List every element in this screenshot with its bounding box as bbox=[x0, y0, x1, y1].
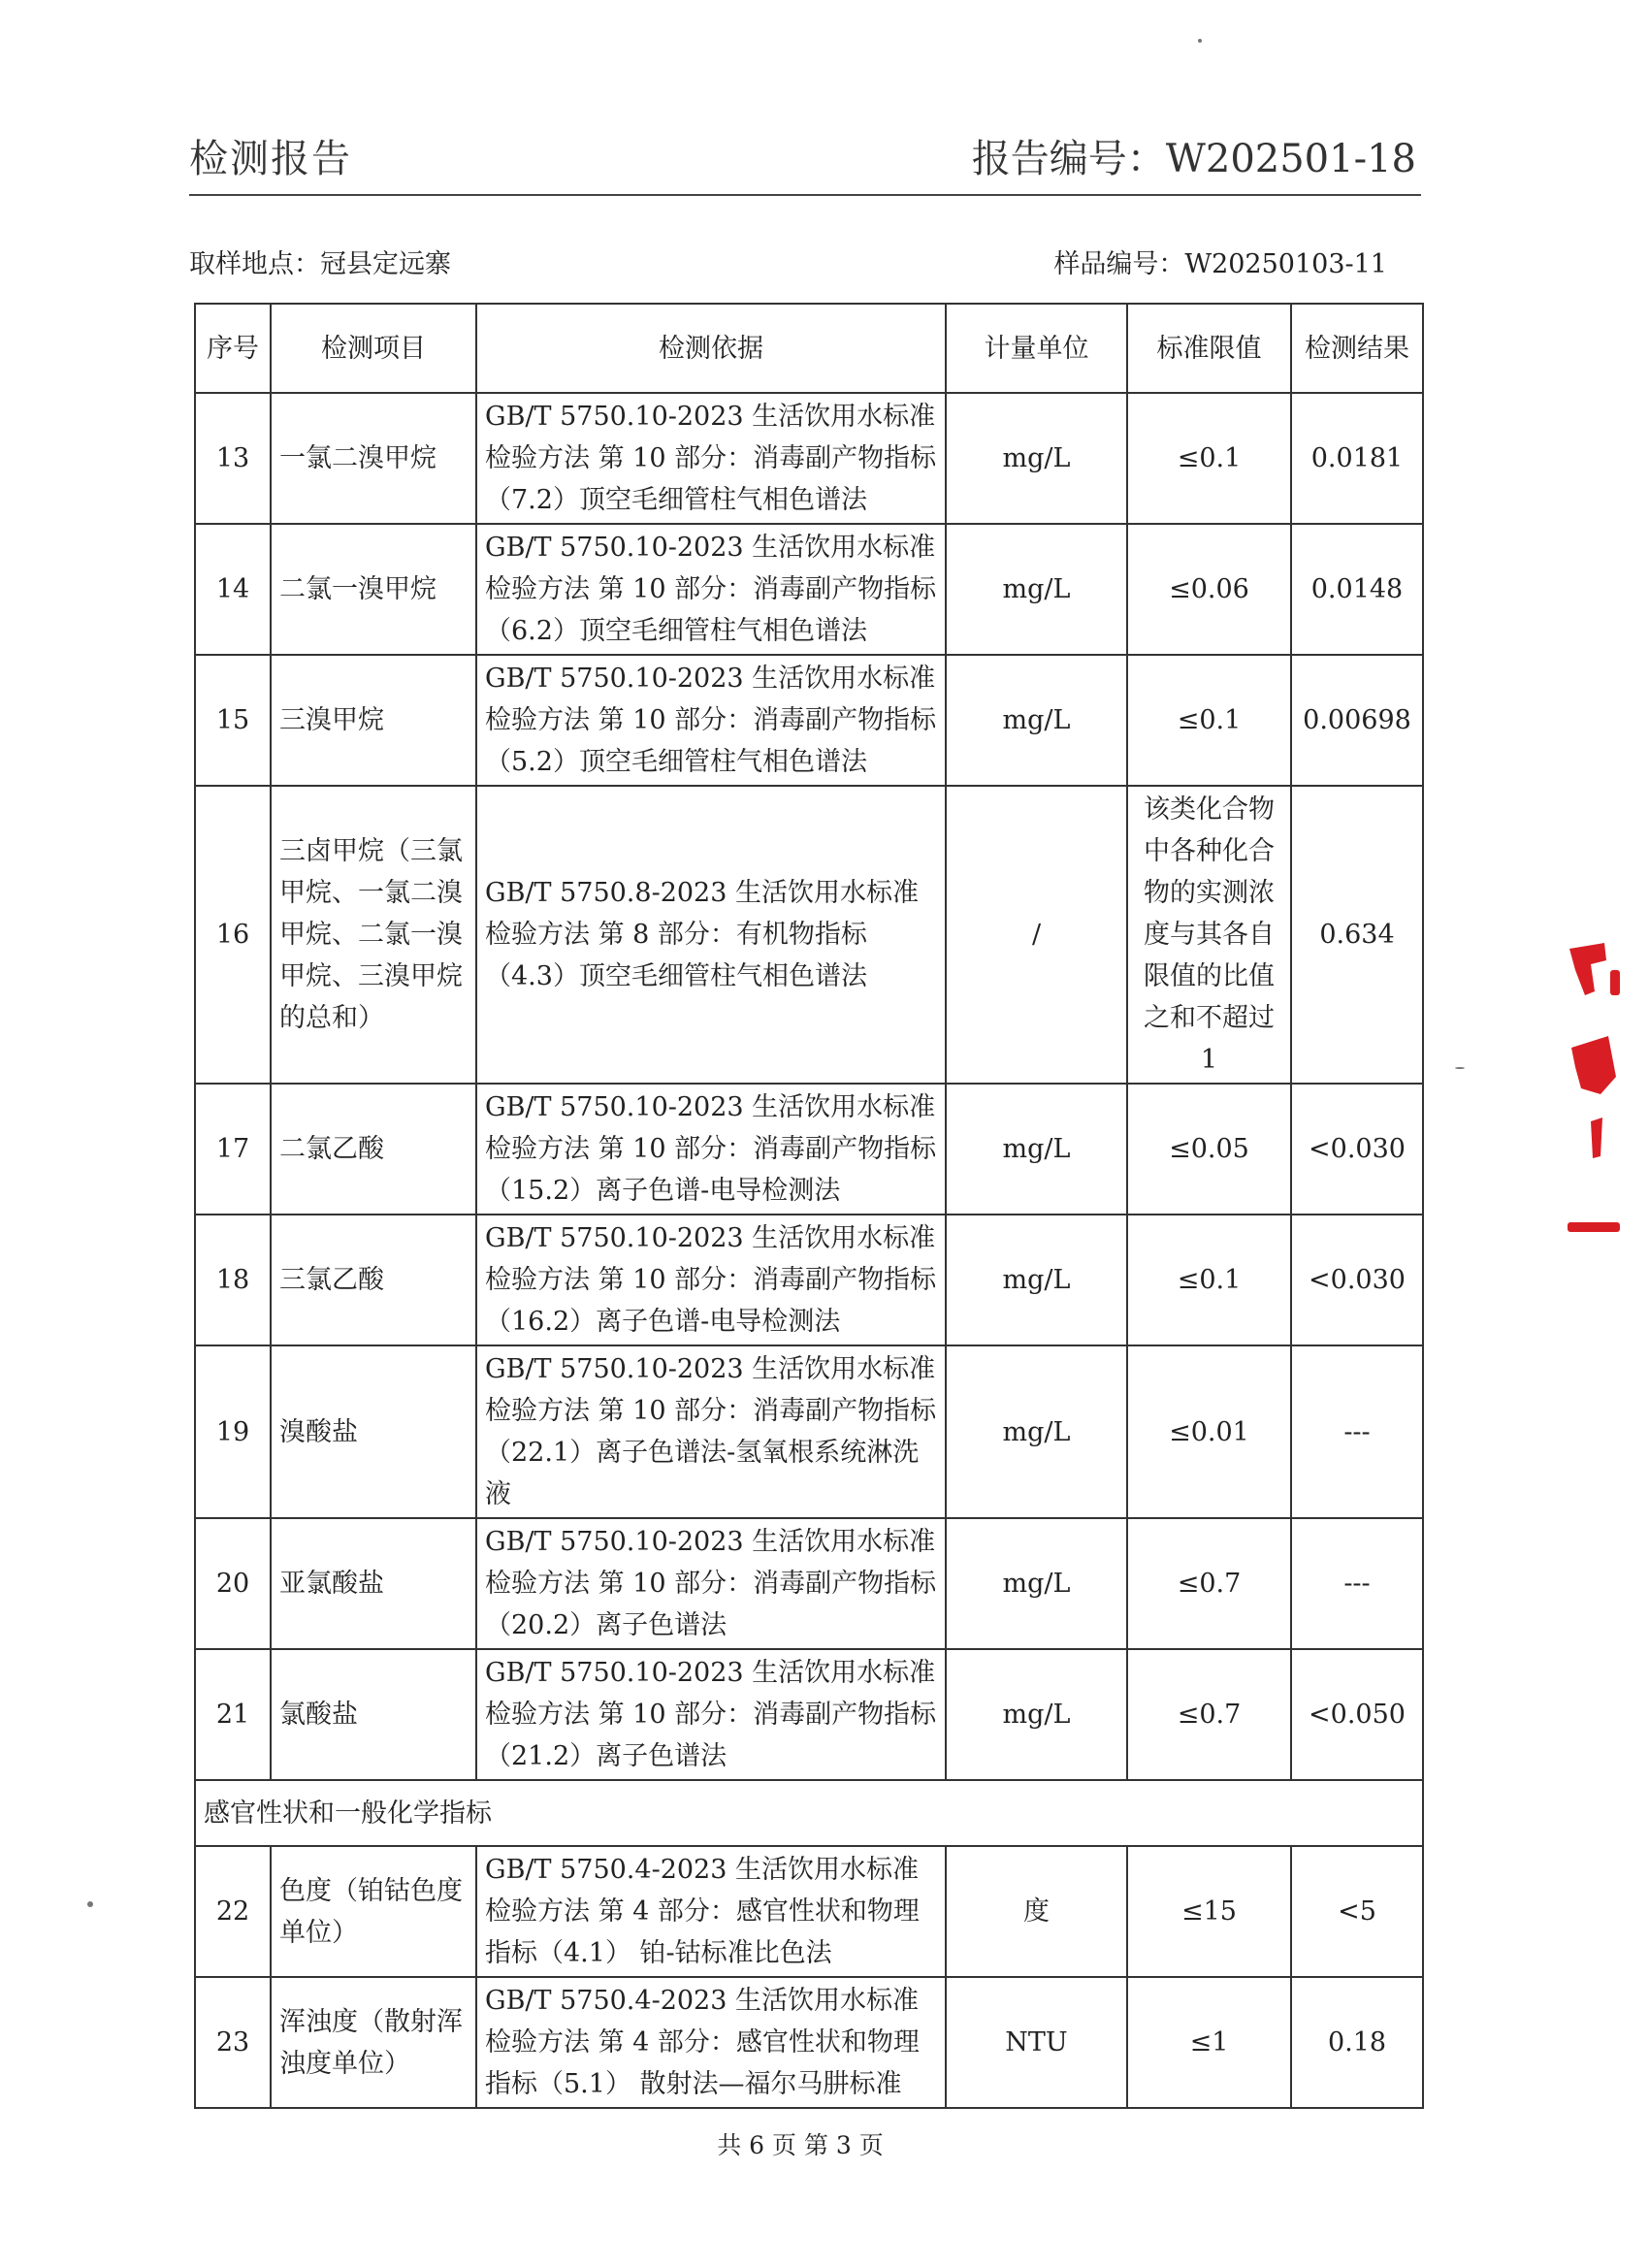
table-row bbox=[195, 655, 1423, 786]
page-footer: 共 6 页 第 3 页 bbox=[717, 2131, 884, 2159]
cell-no: 20 bbox=[195, 1518, 271, 1649]
header-divider bbox=[189, 194, 1421, 196]
cell-basis: GB/T 5750.10-2023 生活饮用水标准检验方法 第 10 部分：消毒副产物指标（22.1）离子色谱法-氢氧根系统淋洗液 bbox=[476, 1345, 946, 1518]
cell-no: 16 bbox=[195, 786, 271, 1084]
header-limit: 标准限值 bbox=[1127, 304, 1291, 393]
cell-unit: 度 bbox=[946, 1846, 1127, 1977]
cell-basis: GB/T 5750.8-2023 生活饮用水标准检验方法 第 8 部分：有机物指标（4.3）顶空毛细管柱气相色谱法 bbox=[476, 786, 946, 1084]
cell-limit: ≤15 bbox=[1127, 1846, 1291, 1977]
cell-basis: GB/T 5750.10-2023 生活饮用水标准检验方法 第 10 部分：消毒副产物指标（6.2）顶空毛细管柱气相色谱法 bbox=[476, 524, 946, 655]
cell-result: --- bbox=[1291, 1345, 1423, 1518]
header-basis: 检测依据 bbox=[476, 304, 946, 393]
table-row bbox=[195, 1977, 1423, 2108]
seal-stamp-icon bbox=[1562, 931, 1630, 1242]
cell-item: 三氯乙酸 bbox=[271, 1215, 476, 1345]
header-no: 序号 bbox=[195, 304, 271, 393]
cell-limit: 该类化合物中各种化合物的实测浓度与其各自限值的比值之和不超过1 bbox=[1127, 786, 1291, 1084]
header-unit: 计量单位 bbox=[946, 304, 1127, 393]
cell-no: 23 bbox=[195, 1977, 271, 2108]
table-row bbox=[195, 1215, 1423, 1345]
cell-unit: mg/L bbox=[946, 1215, 1127, 1345]
table-row bbox=[195, 524, 1423, 655]
section-title: 感官性状和一般化学指标 bbox=[195, 1780, 1423, 1846]
cell-basis: GB/T 5750.4-2023 生活饮用水标准检验方法 第 4 部分：感官性状和物理指标（5.1） 散射法—福尔马肼标准 bbox=[476, 1977, 946, 2108]
cell-limit: ≤0.7 bbox=[1127, 1649, 1291, 1780]
cell-no: 14 bbox=[195, 524, 271, 655]
cell-basis: GB/T 5750.10-2023 生活饮用水标准检验方法 第 10 部分：消毒副产物指标（5.2）顶空毛细管柱气相色谱法 bbox=[476, 655, 946, 786]
cell-no: 19 bbox=[195, 1345, 271, 1518]
cell-item: 溴酸盐 bbox=[271, 1345, 476, 1518]
table-row bbox=[195, 1084, 1423, 1215]
cell-limit: ≤0.05 bbox=[1127, 1084, 1291, 1215]
cell-limit: ≤0.7 bbox=[1127, 1518, 1291, 1649]
section-header-row bbox=[195, 1780, 1423, 1846]
cell-no: 21 bbox=[195, 1649, 271, 1780]
scan-speck bbox=[1455, 1067, 1465, 1069]
cell-basis: GB/T 5750.10-2023 生活饮用水标准检验方法 第 10 部分：消毒副产物指标（15.2）离子色谱-电导检测法 bbox=[476, 1084, 946, 1215]
cell-result: 0.18 bbox=[1291, 1977, 1423, 2108]
table-row bbox=[195, 1518, 1423, 1649]
header-item: 检测项目 bbox=[271, 304, 476, 393]
table-row bbox=[195, 1345, 1423, 1518]
cell-limit: ≤0.1 bbox=[1127, 1215, 1291, 1345]
scan-speck bbox=[87, 1901, 93, 1907]
cell-no: 17 bbox=[195, 1084, 271, 1215]
cell-item: 三溴甲烷 bbox=[271, 655, 476, 786]
cell-unit: mg/L bbox=[946, 1345, 1127, 1518]
cell-basis: GB/T 5750.10-2023 生活饮用水标准检验方法 第 10 部分：消毒副产物指标（16.2）离子色谱-电导检测法 bbox=[476, 1215, 946, 1345]
cell-unit: mg/L bbox=[946, 393, 1127, 524]
stamp-marks bbox=[1568, 943, 1620, 1232]
table-header-row bbox=[195, 304, 1423, 393]
cell-item: 亚氯酸盐 bbox=[271, 1518, 476, 1649]
cell-item: 浑浊度（散射浑浊度单位） bbox=[271, 1977, 476, 2108]
cell-item: 一氯二溴甲烷 bbox=[271, 393, 476, 524]
cell-result: <5 bbox=[1291, 1846, 1423, 1977]
cell-basis: GB/T 5750.10-2023 生活饮用水标准检验方法 第 10 部分：消毒副产物指标（20.2）离子色谱法 bbox=[476, 1518, 946, 1649]
cell-item: 色度（铂钴色度单位） bbox=[271, 1846, 476, 1977]
cell-limit: ≤0.01 bbox=[1127, 1345, 1291, 1518]
cell-basis: GB/T 5750.4-2023 生活饮用水标准检验方法 第 4 部分：感官性状和物理指标（4.1） 铂-钴标准比色法 bbox=[476, 1846, 946, 1977]
table-row bbox=[195, 786, 1423, 1084]
table-row bbox=[195, 393, 1423, 524]
cell-result: 0.00698 bbox=[1291, 655, 1423, 786]
sampling-location: 取样地点：冠县定远寨 bbox=[189, 249, 451, 279]
cell-basis: GB/T 5750.10-2023 生活饮用水标准检验方法 第 10 部分：消毒副产物指标（21.2）离子色谱法 bbox=[476, 1649, 946, 1780]
report-number: 报告编号：W202501-18 bbox=[971, 137, 1416, 181]
scan-speck bbox=[1198, 39, 1202, 43]
cell-no: 13 bbox=[195, 393, 271, 524]
sample-number: 样品编号：W20250103-11 bbox=[1053, 249, 1387, 279]
cell-result: 0.0181 bbox=[1291, 393, 1423, 524]
cell-item: 二氯乙酸 bbox=[271, 1084, 476, 1215]
cell-limit: ≤0.1 bbox=[1127, 655, 1291, 786]
cell-limit: ≤0.1 bbox=[1127, 393, 1291, 524]
cell-item: 氯酸盐 bbox=[271, 1649, 476, 1780]
cell-unit: mg/L bbox=[946, 1649, 1127, 1780]
cell-result: <0.050 bbox=[1291, 1649, 1423, 1780]
cell-no: 18 bbox=[195, 1215, 271, 1345]
cell-basis: GB/T 5750.10-2023 生活饮用水标准检验方法 第 10 部分：消毒副产物指标（7.2）顶空毛细管柱气相色谱法 bbox=[476, 393, 946, 524]
cell-result: 0.0148 bbox=[1291, 524, 1423, 655]
cell-unit: NTU bbox=[946, 1977, 1127, 2108]
table-row bbox=[195, 1649, 1423, 1780]
cell-result: <0.030 bbox=[1291, 1084, 1423, 1215]
cell-limit: ≤0.06 bbox=[1127, 524, 1291, 655]
cell-result: <0.030 bbox=[1291, 1215, 1423, 1345]
cell-unit: mg/L bbox=[946, 1084, 1127, 1215]
cell-unit: / bbox=[946, 786, 1127, 1084]
test-results-table bbox=[194, 303, 1424, 2109]
header-result: 检测结果 bbox=[1291, 304, 1423, 393]
cell-result: 0.634 bbox=[1291, 786, 1423, 1084]
cell-result: --- bbox=[1291, 1518, 1423, 1649]
cell-unit: mg/L bbox=[946, 524, 1127, 655]
cell-unit: mg/L bbox=[946, 1518, 1127, 1649]
cell-item: 三卤甲烷（三氯甲烷、一氯二溴甲烷、二氯一溴甲烷、三溴甲烷的总和） bbox=[271, 786, 476, 1084]
header-title: 检测报告 bbox=[189, 137, 352, 181]
cell-unit: mg/L bbox=[946, 655, 1127, 786]
cell-no: 15 bbox=[195, 655, 271, 786]
cell-no: 22 bbox=[195, 1846, 271, 1977]
cell-item: 二氯一溴甲烷 bbox=[271, 524, 476, 655]
cell-limit: ≤1 bbox=[1127, 1977, 1291, 2108]
table-row bbox=[195, 1846, 1423, 1977]
